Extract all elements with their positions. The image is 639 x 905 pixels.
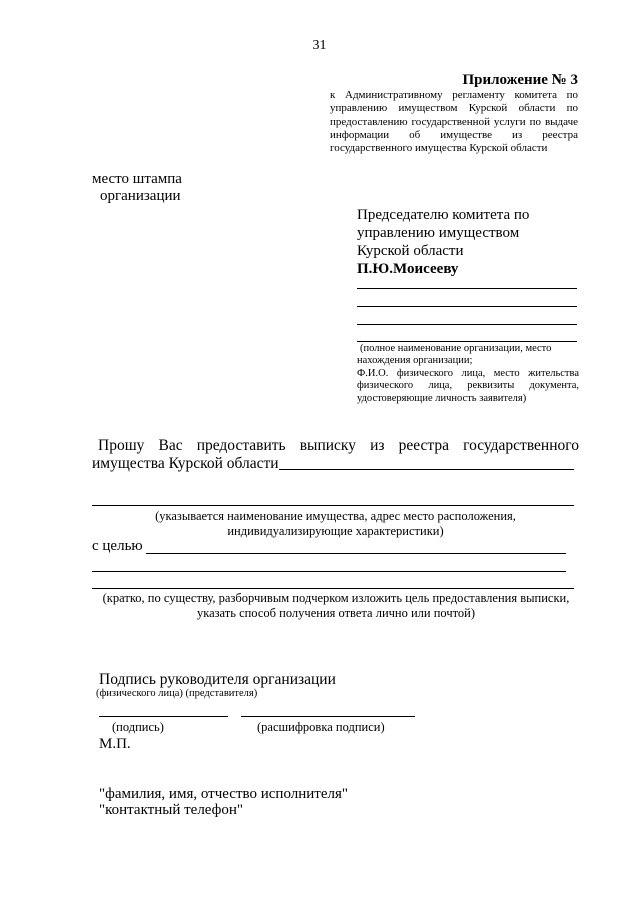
stamp-place (92, 171, 182, 205)
stamp-line-2: организации (100, 188, 181, 204)
property-input-line-2[interactable] (92, 505, 574, 506)
appendix-subtitle-line: государственного имущества Курской области (330, 142, 548, 155)
signature-label: (подпись) (112, 720, 164, 734)
applicant-line-4[interactable] (357, 341, 577, 342)
applicant-line-1[interactable] (357, 288, 577, 289)
purpose-input-line-2[interactable] (92, 571, 566, 572)
addressee-line-3: Курской области (357, 243, 464, 259)
executor-phone: "контактный телефон" (99, 802, 244, 818)
property-input-line-1[interactable] (279, 469, 574, 470)
signature-decode-label: (расшифровка подписи) (257, 720, 385, 734)
signature-title: Подпись руководителя организации (99, 671, 336, 688)
applicant-note-line: физического лица, реквизиты документа, (357, 380, 579, 392)
signature-input-line[interactable] (99, 716, 228, 717)
applicant-note-line: Ф.И.О. физического лица, место жительства (357, 367, 579, 379)
purpose-input-line-1[interactable] (146, 553, 566, 554)
appendix-subtitle (330, 89, 578, 155)
signature-decode-input-line[interactable] (241, 716, 415, 717)
applicant-note-line: нахождения организации; (357, 355, 473, 367)
purpose-label: с целью (92, 538, 143, 554)
addressee-block (357, 206, 529, 278)
appendix-subtitle-line: предоставлению государственной услуги по выдаче (330, 115, 578, 128)
property-note-line-2: индивидуализирующие характеристики) (227, 524, 444, 538)
purpose-note-line-1: (кратко, по существу, разборчивым подчерком изложить цель предоставления выписки, (102, 591, 570, 605)
addressee-name: П.Ю.Моисееву (357, 261, 459, 277)
request-text (92, 437, 579, 473)
applicant-note-line: (полное наименование организации, место (360, 343, 552, 354)
applicant-note (357, 343, 579, 405)
executor-name: "фамилия, имя, отчество исполнителя" (99, 786, 349, 802)
appendix-subtitle-line: управлению имуществом Курской области по (330, 102, 578, 115)
applicant-line-3[interactable] (357, 324, 577, 325)
applicant-note-line: удостоверяющие личность заявителя) (357, 392, 527, 404)
addressee-line-1: Председателю комитета по (357, 207, 530, 223)
seal-place: М.П. (99, 736, 131, 752)
request-line-2: имущества Курской области (92, 455, 279, 472)
stamp-line-1: место штампа (92, 171, 182, 187)
appendix-subtitle-line: информации об имуществе из реестра (330, 128, 578, 141)
request-line-1: Прошу Вас предоставить выписку из реестра государственного (98, 437, 579, 454)
property-note (92, 509, 579, 539)
page-number: 31 (312, 38, 327, 53)
purpose-note (88, 591, 584, 621)
appendix-title: Приложение № 3 (462, 72, 578, 88)
signature-subtitle: (физического лица) (представителя) (96, 688, 258, 699)
purpose-input-line-3[interactable] (92, 588, 574, 589)
purpose-note-line-2: указать способ получения ответа лично или почтой) (196, 606, 476, 620)
property-note-line-1: (указывается наименование имущества, адрес место расположения, (155, 509, 516, 523)
applicant-line-2[interactable] (357, 306, 577, 307)
appendix-subtitle-line: к Административному регламенту комитета по (330, 89, 578, 101)
addressee-line-2: управлению имуществом (357, 225, 520, 241)
